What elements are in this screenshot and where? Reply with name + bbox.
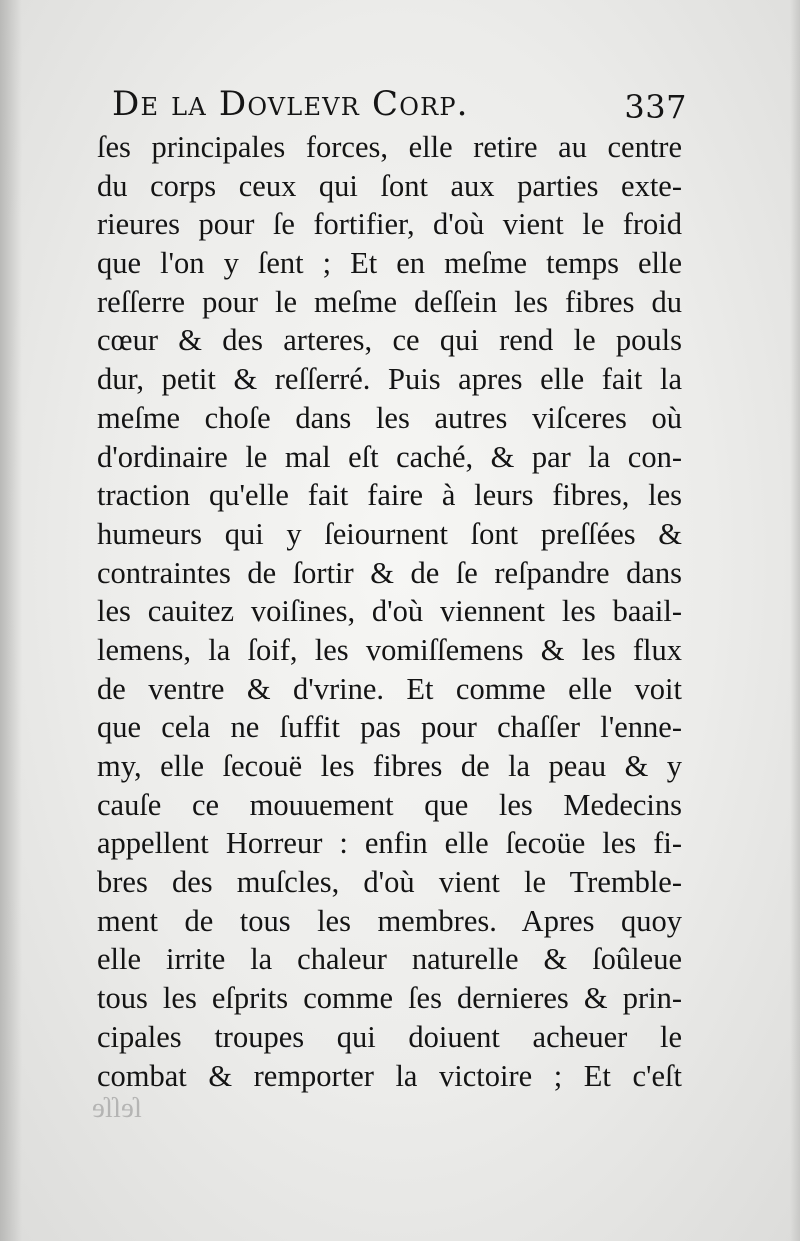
text-line: dur, petit & reſſerré. Puis apres elle fait la (97, 362, 682, 397)
text-line: cauſe ce mouuement que les Medecins (97, 787, 682, 822)
text-line: ment de tous les membres. Apres quoy (97, 903, 682, 938)
text-line: que l'on y ſent ; Et en meſme temps elle (97, 246, 682, 281)
running-title: De la Dovlevr Corp. (112, 84, 469, 124)
text-line: appellent Horreur : enfin elle ſecoüe les fi- (97, 826, 682, 861)
text-line: traction qu'elle fait faire à leurs fibres, les (97, 478, 682, 513)
text-line: elle irrite la chaleur naturelle & ſoûleue (97, 942, 682, 977)
catchword: ſeſſe (92, 1092, 142, 1124)
text-line: de ventre & d'vrine. Et comme elle voit (97, 671, 682, 706)
text-line: lemens, la ſoif, les vomiſſemens & les flux (97, 632, 682, 667)
text-line: d'ordinaire le mal eſt caché, & par la con- (97, 439, 682, 474)
text-line: my, elle ſecouë les fibres de la peau & y (97, 749, 682, 783)
text-line: reſſerre pour le meſme deſſein les fibres du (97, 284, 682, 319)
text-line: meſme choſe dans les autres viſceres où (97, 400, 682, 435)
body-text (97, 128, 682, 1095)
text-line: combat & remporter la victoire ; Et c'eſt (97, 1058, 682, 1093)
page-number: 337 (624, 88, 687, 126)
text-line: cipales troupes qui doiuent acheuer le (97, 1019, 682, 1054)
text-line: du corps ceux qui ſont aux parties exte- (97, 168, 682, 203)
text-line: que cela ne ſuffit pas pour chaſſer l'enne- (97, 710, 682, 745)
text-line: bres des muſcles, d'où vient le Tremble- (97, 865, 682, 900)
text-line: contraintes de ſortir & de ſe reſpandre dans (97, 555, 682, 590)
text-line: les cauitez voiſines, d'où viennent les baail- (97, 594, 682, 629)
text-line: humeurs qui y ſeiournent ſont preſſées & (97, 516, 682, 551)
text-line: rieures pour ſe fortifier, d'où vient le froid (97, 207, 682, 242)
text-line: tous les eſprits comme ſes dernieres & prin- (97, 981, 682, 1016)
text-line: ſes principales forces, elle retire au centre (97, 130, 682, 164)
running-head (112, 84, 687, 130)
text-line: cœur & des arteres, ce qui rend le pouls (97, 323, 682, 358)
